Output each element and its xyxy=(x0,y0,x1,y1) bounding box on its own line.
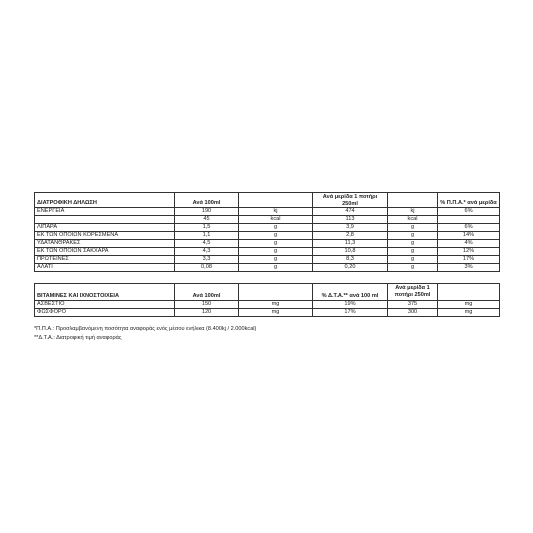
gda-percent: 6% xyxy=(438,224,500,232)
table-row xyxy=(35,264,500,272)
table-row xyxy=(35,309,500,317)
table-row xyxy=(35,216,500,224)
gda-percent: 17% xyxy=(438,256,500,264)
unit-per-100ml: mg xyxy=(239,309,313,317)
unit-per-serving: g xyxy=(388,248,438,256)
vitamins-header-unit2 xyxy=(438,284,500,301)
unit-per-100ml: g xyxy=(239,232,313,240)
value-per-100ml: 3,3 xyxy=(175,256,239,264)
nutrient-label xyxy=(35,216,175,224)
value-per-serving: 10,8 xyxy=(313,248,388,256)
table-row xyxy=(35,301,500,309)
unit-per-100ml: kj xyxy=(239,208,313,216)
unit-per-serving: g xyxy=(388,240,438,248)
gda-percent xyxy=(438,216,500,224)
value-per-100ml: 1,1 xyxy=(175,232,239,240)
rda-percent: 19% xyxy=(313,301,388,309)
value-per-serving: 375 xyxy=(388,301,438,309)
nutrient-label: ΠΡΩΤΕΙΝΕΣ xyxy=(35,256,175,264)
value-per-serving: 0,20 xyxy=(313,264,388,272)
vitamins-header-rda: % Δ.Τ.Α.** ανά 100 ml xyxy=(313,284,388,301)
gda-percent: 14% xyxy=(438,232,500,240)
unit-per-100ml: g xyxy=(239,264,313,272)
value-per-serving: 300 xyxy=(388,309,438,317)
mineral-label: ΦΩΣΦΟΡΟ xyxy=(35,309,175,317)
table-row xyxy=(35,256,500,264)
nutrient-label: ΕΝΕΡΓΕΙΑ xyxy=(35,208,175,216)
table-gap xyxy=(34,272,499,283)
nutrient-label: ΥΔΑΤΑΝΘΡΑΚΕΣ xyxy=(35,240,175,248)
unit-per-serving: mg xyxy=(438,309,500,317)
unit-per-100ml: g xyxy=(239,240,313,248)
value-per-100ml: 190 xyxy=(175,208,239,216)
vitamins-table xyxy=(34,283,500,317)
table-row xyxy=(35,232,500,240)
nutrient-label: ΛΙΠΑΡΑ xyxy=(35,224,175,232)
nutrient-label: ΕΚ ΤΩΝ ΟΠΟΙΩΝ ΚΟΡΕΣΜΕΝΑ xyxy=(35,232,175,240)
unit-per-serving: g xyxy=(388,232,438,240)
vitamins-header-unit1 xyxy=(239,284,313,301)
nutrition-header-unit1 xyxy=(239,193,313,208)
value-per-serving: 474 xyxy=(313,208,388,216)
nutrition-header-gda: % Π.Π.Α.* ανά μερίδα xyxy=(438,193,500,208)
unit-per-100ml: g xyxy=(239,256,313,264)
value-per-serving: 8,3 xyxy=(313,256,388,264)
value-per-100ml: 4,5 xyxy=(175,240,239,248)
value-per-100ml: 0,08 xyxy=(175,264,239,272)
mineral-label: ΑΣΒΕΣΤΙΟ xyxy=(35,301,175,309)
rda-percent: 17% xyxy=(313,309,388,317)
unit-per-serving: kcal xyxy=(388,216,438,224)
unit-per-serving: g xyxy=(388,224,438,232)
vitamins-header-row xyxy=(35,284,500,301)
gda-percent: 3% xyxy=(438,264,500,272)
nutrition-header-per-serving: Ανά μερίδα 1 ποτήρι 250ml xyxy=(313,193,388,208)
unit-per-serving: mg xyxy=(438,301,500,309)
value-per-100ml: 45 xyxy=(175,216,239,224)
table-row xyxy=(35,224,500,232)
unit-per-100ml: g xyxy=(239,248,313,256)
nutrient-label: ΕΚ ΤΩΝ ΟΠΟΙΩΝ ΣΑΚΧΑΡΑ xyxy=(35,248,175,256)
gda-percent: 6% xyxy=(438,208,500,216)
nutrition-document xyxy=(34,186,499,343)
nutrition-table xyxy=(34,192,500,272)
table-row xyxy=(35,248,500,256)
nutrition-header-per100: Ανά 100ml xyxy=(175,193,239,208)
footnotes xyxy=(34,325,499,343)
vitamins-header-label: ΒΙΤΑΜΙΝΕΣ ΚΑΙ ΙΧΝΟΣΤΟΙΧΕΙΑ xyxy=(35,284,175,301)
unit-per-serving: kj xyxy=(388,208,438,216)
unit-per-100ml: kcal xyxy=(239,216,313,224)
table-row xyxy=(35,240,500,248)
gda-percent: 12% xyxy=(438,248,500,256)
nutrition-header-unit2 xyxy=(388,193,438,208)
table-row xyxy=(35,208,500,216)
value-per-100ml: 120 xyxy=(175,309,239,317)
unit-per-100ml: mg xyxy=(239,301,313,309)
vitamins-header-per-serving: Ανά μερίδα 1 ποτήρι 250ml xyxy=(388,284,438,301)
vitamins-header-per100: Ανά 100ml xyxy=(175,284,239,301)
unit-per-serving: g xyxy=(388,256,438,264)
vitamins-body xyxy=(35,301,500,317)
gda-percent: 4% xyxy=(438,240,500,248)
unit-per-100ml: g xyxy=(239,224,313,232)
unit-per-serving: g xyxy=(388,264,438,272)
nutrient-label: ΑΛΑΤΙ xyxy=(35,264,175,272)
value-per-100ml: 4,3 xyxy=(175,248,239,256)
nutrition-header-row xyxy=(35,193,500,208)
value-per-serving: 2,8 xyxy=(313,232,388,240)
nutrition-body xyxy=(35,208,500,272)
nutrition-header-label: ΔΙΑΤΡΟΦΙΚΗ ΔΗΛΩΣΗ xyxy=(35,193,175,208)
value-per-100ml: 150 xyxy=(175,301,239,309)
value-per-serving: 11,3 xyxy=(313,240,388,248)
footnote-gda: *Π.Π.Α.: Προσλαμβανόμενη ποσότητα αναφοράς ενός μέσου ενήλικα (8.400kj / 2.000kcal) xyxy=(34,326,257,332)
value-per-100ml: 1,5 xyxy=(175,224,239,232)
value-per-serving: 3,9 xyxy=(313,224,388,232)
value-per-serving: 113 xyxy=(313,216,388,224)
footnote-rda: **Δ.Τ.Α.: Διατροφική τιμή αναφοράς xyxy=(34,335,122,341)
